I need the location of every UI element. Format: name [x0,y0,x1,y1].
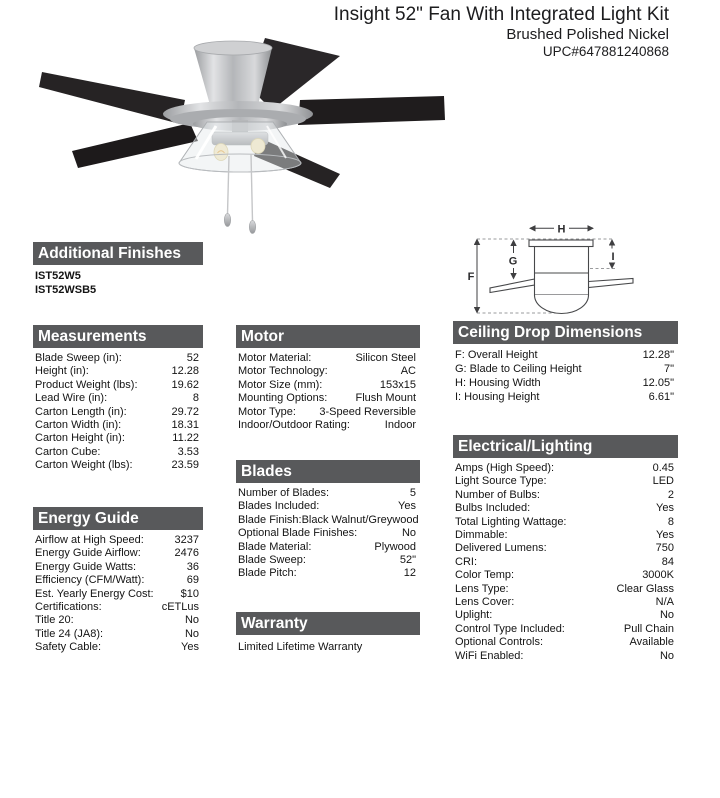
spec-row [33,392,203,405]
spec-value: 8 [667,515,674,528]
spec-row [453,650,678,663]
spec-row [453,556,678,569]
spec-value: 36 [186,560,199,573]
spec-label: Bulbs Included: [455,502,531,515]
spec-value: 7" [663,363,674,375]
section-header-additional-finishes: Additional Finishes [33,242,203,265]
product-title: Insight 52" Fan With Integrated Light Kit [333,4,669,25]
spec-value: 18.31 [171,419,199,432]
ceiling-drop-diagram [450,205,700,318]
spec-value: 2476 [174,547,199,560]
finish-sku: IST52W5 [35,270,81,282]
spec-label: Motor Material: [238,352,312,364]
spec-label: Number of Bulbs: [455,488,540,501]
spec-row [33,561,203,574]
spec-label: Lens Type: [455,582,509,595]
spec-row [33,547,203,560]
spec-row [453,390,678,404]
spec-row [33,459,203,472]
spec-row [453,489,678,502]
spec-label: Dimmable: [455,529,508,542]
section-energy-guide [33,507,203,655]
spec-label: Certifications: [35,601,102,614]
spec-label: Lens Cover: [455,596,515,609]
spec-value: 52 [186,352,199,364]
diagram-label-f: F [467,271,475,283]
spec-label: Lead Wire (in): [35,392,108,405]
spec-row [236,567,420,580]
spec-label: Blades Included: [238,500,320,513]
spec-label: Safety Cable: [35,641,102,654]
spec-value: 3237 [174,534,199,546]
spec-row [33,419,203,432]
spec-value: 750 [655,542,674,555]
spec-value: Black Walnut/Greywood [301,513,419,526]
spec-value: 12 [403,567,416,580]
spec-label: F: Overall Height [455,349,538,361]
spec-row [453,348,678,362]
section-electrical-lighting [453,435,678,663]
spec-value: No [184,614,199,627]
spec-value: 3-Speed Reversible [319,405,416,418]
spec-row [33,601,203,614]
spec-label: Amps (High Speed): [455,462,555,474]
section-header-blades: Blades [236,460,420,483]
spec-label: Optional Blade Finishes: [238,527,358,540]
pull-chain-fob [224,214,230,227]
product-upc: UPC#647881240868 [542,44,669,59]
spec-label: Title 24 (JA8): [35,627,104,640]
spec-row [236,392,420,405]
spec-row [453,376,678,390]
section-additional-finishes [33,242,203,297]
spec-label: Title 20: [35,614,74,627]
spec-value: No [401,527,416,540]
spec-value: $10 [180,587,199,600]
spec-value: 5 [409,487,416,499]
spec-value: 12.28" [642,349,674,361]
diagram-label-i: I [611,251,615,263]
spec-row [33,379,203,392]
spec-label: Est. Yearly Energy Cost: [35,587,154,600]
spec-label: Blade Material: [238,540,312,553]
spec-row [453,583,678,596]
spec-label: Total Lighting Wattage: [455,515,567,528]
title-block [334,4,669,60]
spec-row [33,446,203,459]
spec-label: Blade Sweep: [238,554,306,567]
spec-row [236,500,420,513]
spec-value: cETLus [161,601,199,614]
warranty-text: Limited Lifetime Warranty [238,641,363,653]
spec-row [453,462,678,475]
spec-label: Delivered Lumens: [455,542,547,555]
section-header-electrical-lighting: Electrical/Lighting [453,435,678,458]
spec-value: Yes [656,529,674,542]
spec-row [33,365,203,378]
spec-row [33,588,203,601]
spec-label: Carton Weight (lbs): [35,459,133,472]
spec-value: 2 [667,488,674,501]
spec-row [33,534,203,547]
spec-label: Uplight: [455,609,493,622]
pull-chain-fob [249,221,255,234]
spec-row [236,352,420,365]
spec-label: Control Type Included: [455,622,565,635]
spec-rows [33,534,203,655]
spec-label: Airflow at High Speed: [35,534,144,546]
spec-row [236,487,420,500]
spec-row [453,623,678,636]
spec-label: Carton Length (in): [35,405,127,418]
spec-value: 84 [661,555,674,568]
spec-rows [453,462,678,663]
spec-label: Energy Guide Watts: [35,560,137,573]
spec-value: 69 [186,574,199,587]
spec-label: Product Weight (lbs): [35,378,138,391]
finish-sku: IST52WSB5 [35,283,97,296]
spec-rows [236,487,420,581]
spec-label: WiFi Enabled: [455,649,524,662]
spec-label: Number of Blades: [238,487,330,499]
spec-value: Indoor [384,419,416,432]
spec-row [453,609,678,622]
spec-value: Flush Mount [355,392,416,405]
spec-label: Blade Pitch: [238,567,297,580]
spec-value: No [659,609,674,622]
spec-label: Efficiency (CFM/Watt): [35,574,145,587]
section-header-ceiling-drop-dimensions: Ceiling Drop Dimensions [453,321,678,344]
spec-label: Carton Height (in): [35,432,125,445]
spec-row [453,529,678,542]
section-measurements [33,325,203,473]
spec-value: 29.72 [171,405,199,418]
spec-value: No [659,649,674,662]
spec-label: Optional Controls: [455,636,544,649]
spec-row [236,541,420,554]
spec-value: Yes [181,641,199,654]
spec-label: Light Source Type: [455,475,547,488]
spec-value: Pull Chain [623,622,674,635]
product-finish: Brushed Polished Nickel [506,26,669,43]
spec-value: LED [652,475,674,488]
spec-row [453,569,678,582]
diagram-label-h: H [557,223,566,236]
section-header-energy-guide: Energy Guide [33,507,203,530]
spec-value: 8 [192,392,199,405]
section-blades [236,460,420,581]
spec-row [236,379,420,392]
spec-label: Motor Type: [238,405,296,418]
spec-rows [453,348,678,404]
spec-row [453,596,678,609]
spec-value: 11.22 [172,432,199,445]
spec-rows [236,352,420,432]
spec-value: AC [400,365,416,378]
spec-value: No [184,627,199,640]
spec-row [236,419,420,432]
section-warranty [236,612,420,655]
spec-row [453,362,678,376]
glass-bowl [179,122,301,172]
spec-rows [33,352,203,473]
spec-value: Yes [398,500,416,513]
spec-value: Plywood [374,540,416,553]
spec-label: H: Housing Width [455,377,541,389]
finish-list [33,270,203,297]
spec-value: Available [629,636,674,649]
spec-row [33,574,203,587]
spec-row [33,628,203,641]
spec-row [236,514,420,527]
spec-value: Silicon Steel [355,352,416,364]
spec-row [236,527,420,540]
spec-label: Blade Finish: [238,513,302,526]
spec-value: Yes [656,502,674,515]
spec-label: Motor Technology: [238,365,328,378]
spec-row [33,614,203,627]
section-header-warranty: Warranty [236,612,420,635]
spec-label: CRI: [455,555,477,568]
spec-row [236,365,420,378]
spec-value: 3000K [642,569,674,582]
spec-label: Blade Sweep (in): [35,352,122,364]
spec-row [453,516,678,529]
spec-row [236,554,420,567]
spec-label: Carton Width (in): [35,419,122,432]
spec-value: 3.53 [177,445,199,458]
spec-row [33,406,203,419]
spec-row [33,641,203,654]
spec-label: Energy Guide Airflow: [35,547,141,560]
drop-diagram-illustration [450,205,700,318]
spec-value: 52" [399,554,416,567]
spec-value: 12.05" [642,377,674,389]
spec-row [453,502,678,515]
spec-label: Mounting Options: [238,392,328,405]
spec-row [236,406,420,419]
spec-value: 23.59 [171,459,199,472]
spec-label: Color Temp: [455,569,515,582]
spec-row [453,636,678,649]
section-header-motor: Motor [236,325,420,348]
spec-row [33,432,203,445]
diagram-label-g: G [508,255,518,268]
spec-label: Motor Size (mm): [238,378,323,391]
spec-label: Carton Cube: [35,445,101,458]
spec-value: 12.28 [171,365,199,378]
spec-value: 153x15 [379,378,416,391]
spec-label: I: Housing Height [455,391,540,403]
spec-row [453,542,678,555]
spec-label: Height (in): [35,365,89,378]
section-motor [236,325,420,432]
spec-value: 6.61" [648,391,674,403]
spec-value: N/A [655,596,674,609]
spec-label: G: Blade to Ceiling Height [455,363,582,375]
section-ceiling-drop-dimensions [453,321,678,404]
spec-row [453,475,678,488]
spec-value: Clear Glass [616,582,674,595]
spec-value: 19.62 [171,378,199,391]
spec-row [33,352,203,365]
section-header-measurements: Measurements [33,325,203,348]
spec-value: 0.45 [652,462,674,474]
spec-label: Indoor/Outdoor Rating: [238,419,350,432]
